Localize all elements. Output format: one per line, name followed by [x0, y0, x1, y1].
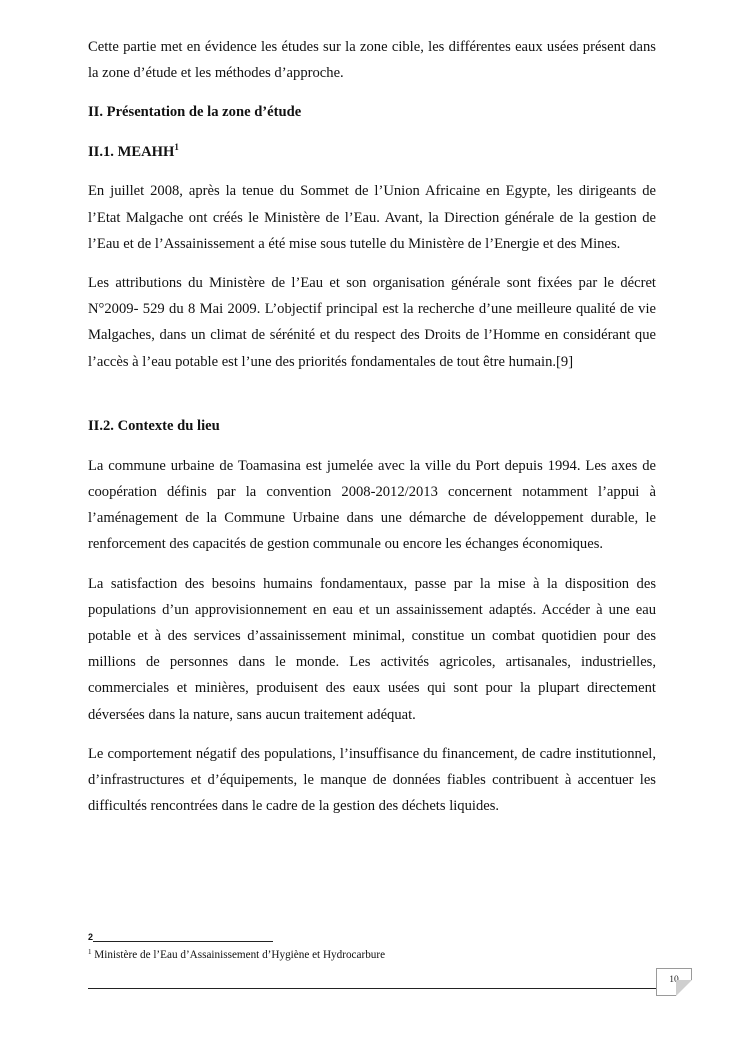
section-heading-zone-etude: II. Présentation de la zone d’étude: [88, 104, 302, 121]
footnote-number: 1: [88, 948, 92, 956]
footnote-content: Ministère de l’Eau d’Assainissement d’Hygiène et Hydrocarbure: [91, 949, 386, 961]
subsection-heading-meahh-text: II.1. MEAHH: [88, 144, 175, 161]
body-content: [88, 34, 656, 832]
footnote-marker: 2: [88, 932, 94, 942]
paragraph-ministere-creation: En juillet 2008, après la tenue du Sommet de l’Union Africaine en Egypte, les dirigeants de l’Etat Malgache ont créés le Ministère de l’Eau. Avant, la Direction générale de la gestion de l’Eau et de l’Assainissement a été mise sous tutelle du Ministère de l’Energie et des Mines.: [88, 183, 656, 252]
footnote-reference: 1: [174, 142, 179, 153]
subsection-heading-meahh: [88, 139, 656, 165]
paragraph-comportement-negatif: Le comportement négatif des populations, l’insuffisance du financement, de cadre institutionnel, d’infrastructures et d’équipements, le manque de données fiables contribuent à accentuer les difficultés rencontrées dans le cadre de la gestion des déchets liquides.: [88, 745, 656, 815]
page-number: 10: [669, 975, 679, 985]
subsection-heading-contexte: II.2. Contexte du lieu: [88, 417, 220, 434]
intro-paragraph: Cette partie met en évidence les études sur la zone cible, les différentes eaux usées présent dans la zone d’étude et les méthodes d’approche.: [88, 39, 656, 82]
paragraph-ministere-attributions: Les attributions du Ministère de l’Eau et son organisation générale sont fixées par le décret N°2009- 529 du 8 Mai 2009. L’objectif principal est la recherche d’une meilleure qualité de vie Malgaches, dans un climat de sérénité et du respect des Droits de l’Homme en considérant que l’accès à l’eau potable est l’une des priorités fondamentales de tout être humain.[9]: [88, 275, 656, 370]
footnote-text: [88, 948, 385, 962]
paragraph-commune-toamasina: La commune urbaine de Toamasina est jumelée avec la ville du Port depuis 1994. Les axes de coopération définis par la convention 2008-2012/2013 concernent notamment l’appui à l’aménagement de la Commune Urbaine dans une démarche de développement durable, le renforcement des capacités de gestion communale ou encore les échanges économiques.: [88, 457, 656, 553]
footnote-separator: [93, 941, 273, 942]
page-number-box: [656, 968, 692, 996]
paragraph-besoins-humains: La satisfaction des besoins humains fondamentaux, passe par la mise à la disposition des populations d’un approvisionnement en eau et un assainissement adaptés. Accéder à une eau potable et à des services d’assainissement minimal, constitue un combat quotidien pour des millions de personnes dans le monde. Les activités agricoles, artisanales, industrielles, commerciales et minières, produisent des eaux usées qui sont pour la plupart directement déversées dans la nature, sans aucun traitement adéquat.: [88, 575, 656, 723]
footer-rule: [88, 988, 656, 989]
